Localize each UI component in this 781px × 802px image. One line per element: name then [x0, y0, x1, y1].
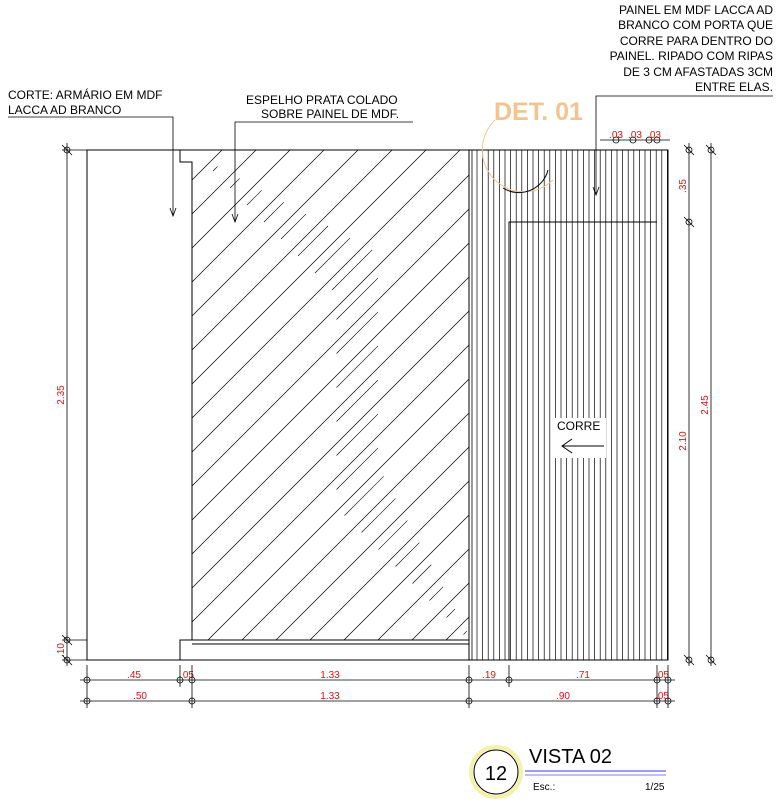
svg-text:PAINEL EM MDF LACCA AD: PAINEL EM MDF LACCA AD — [618, 3, 773, 17]
scale-value: 1/25 — [645, 782, 665, 793]
mirror-hatch-line — [192, 150, 256, 214]
mirror-hatch-line — [192, 150, 426, 384]
mirror-hatch-line — [344, 515, 469, 640]
note-espelho-line2: SOBRE PAINEL DE MDF. — [261, 107, 400, 121]
dim-row1-b: .05 — [180, 670, 194, 681]
note-corte-line1: CORTE: ARMÁRIO EM MDF — [8, 88, 163, 102]
dim-slat-2: .03 — [628, 130, 642, 141]
mirror-hatch-line — [446, 617, 469, 640]
dim-total-right: 2.45 — [700, 395, 711, 415]
mirror-hatch-line — [192, 150, 392, 350]
svg-text:ENTRE ELAS.: ENTRE ELAS. — [694, 80, 773, 94]
dim-row1-a: .45 — [127, 670, 141, 681]
mirror-hatch-line — [379, 521, 408, 550]
dim-row2-a: .50 — [133, 691, 147, 702]
mirror-hatch-line — [208, 379, 469, 640]
dim-slat-1: .03 — [609, 130, 623, 141]
mirror-hatch-line — [192, 150, 358, 316]
mirror-hatch-line — [192, 209, 469, 486]
mirror-hatch-line — [192, 150, 460, 418]
dim-row1-f: .05 — [655, 670, 669, 681]
mirror-hatch-line — [242, 413, 469, 640]
mirror-hatch-line — [337, 380, 379, 422]
mirror-hatch-line — [337, 346, 379, 388]
note-corte-line2: LACCA AD BRANCO — [8, 103, 122, 117]
dimension-right — [678, 143, 716, 666]
mirror-hatch-line — [447, 609, 456, 618]
dimension-bottom-row2 — [80, 691, 675, 704]
dim-door-height: 2.10 — [678, 431, 689, 451]
dim-row2-c: .90 — [556, 691, 570, 702]
mirror-hatch-line — [396, 543, 420, 567]
scale-label: Esc.: — [533, 782, 556, 793]
dim-slat-3: .03 — [647, 130, 661, 141]
slat-lines — [477, 150, 667, 660]
mirror-hatch-line — [192, 311, 469, 588]
detail-label: DET. 01 — [494, 98, 583, 126]
svg-text:CORRE PARA DENTRO DO: CORRE PARA DENTRO DO — [619, 34, 773, 48]
mirror-hatch-line — [378, 549, 469, 640]
note-painel — [610, 3, 774, 94]
mirror-hatch-line — [192, 345, 469, 622]
mirror-hatch-line — [464, 631, 467, 634]
title-block — [471, 746, 666, 797]
mirror-hatch-line — [298, 226, 328, 256]
view-title: VISTA 02 — [529, 746, 613, 768]
mirror-hatch-line — [192, 150, 222, 180]
mirror-hatch-line — [337, 448, 379, 490]
mirror-hatch-line — [413, 565, 432, 584]
mirror-hatch-line — [264, 202, 284, 222]
mirror-hatch-line — [345, 476, 384, 515]
dimension-slats — [600, 130, 670, 143]
dim-row2-b: 1.33 — [320, 691, 340, 702]
corre-label: CORRE — [557, 419, 601, 433]
dim-row2-d: .05 — [655, 691, 669, 702]
dim-top-right: .35 — [678, 179, 689, 193]
dim-row1-d: .19 — [482, 670, 496, 681]
mirror-hatch-line — [430, 587, 444, 601]
dim-height-left-base: .10 — [56, 643, 67, 657]
svg-text:BRANCO COM PORTA QUE: BRANCO COM PORTA QUE — [618, 18, 773, 32]
mirror-hatch-line — [337, 414, 379, 456]
mirror-hatch-line — [192, 243, 469, 520]
elevation-outline — [87, 150, 668, 660]
mirror-hatch-line — [337, 278, 379, 320]
dim-height-left: 2.35 — [56, 385, 67, 405]
dim-row1-e: .71 — [576, 670, 590, 681]
mirror-hatch-line — [337, 312, 379, 354]
dim-row1-c: 1.33 — [320, 670, 340, 681]
svg-text:DE 3 CM AFASTADAS 3CM: DE 3 CM AFASTADAS 3CM — [623, 65, 773, 79]
mirror-hatch — [192, 150, 469, 640]
mirror-hatch-line — [281, 214, 306, 239]
wardrobe-section — [180, 150, 192, 660]
svg-text:PAINEL. RIPADO COM RIPAS: PAINEL. RIPADO COM RIPAS — [609, 49, 773, 63]
mirror-hatch-line — [192, 175, 469, 452]
dimension-bottom-row1 — [80, 670, 675, 683]
dimension-left — [56, 143, 87, 666]
note-espelho-line1: ESPELHO PRATA COLADO — [246, 93, 398, 107]
mirror-hatch-line — [332, 250, 372, 290]
mirror-hatch-line — [213, 167, 218, 172]
mirror-hatch-line — [412, 583, 469, 640]
view-number: 12 — [484, 763, 508, 785]
mirror-hatch-line — [192, 277, 469, 554]
mirror-hatch-line — [247, 190, 262, 205]
